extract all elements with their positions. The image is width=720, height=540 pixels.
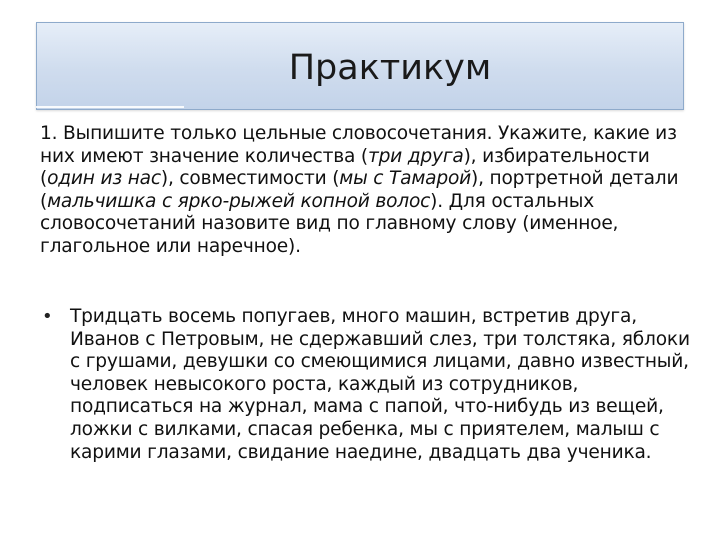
exercise-phrases: Тридцать восемь попугаев, много машин, встретив друга, Иванов с Петровым, не сдержавший слез, три толстяка, яблоки с грушами, девушки со смеющимися лицами, давно известный, человек невысокого роста, каждый из сотрудников, подписаться на журнал, мама с папой, что-нибудь из вещей, ложки с вилками, спасая ребенка, мы с приятелем, малыш с карими глазами, свидание наедине, двадцать два ученика. [70, 306, 690, 463]
task-text-part-1: 1. Выпишите только цельные словосочетания. Укажите, какие из них имеют значение количества ( [40, 123, 677, 167]
task-text-part-5: ). Для остальных словосочетаний назовите вид по главному слову (именное, глагольное или наречное). [40, 190, 619, 257]
example-selectivity: один из нас [47, 168, 161, 190]
task-text-part-3: ), совместимости ( [160, 168, 340, 190]
task-instructions [40, 123, 690, 259]
example-compatibility: мы с Тамарой [339, 168, 472, 190]
exercise-list [40, 306, 690, 464]
example-quantity: три друга [367, 145, 464, 167]
slide-title: Практикум [288, 48, 492, 88]
list-item [40, 306, 690, 464]
task-text-part-2: ), избирательности ( [40, 145, 650, 190]
task-text-part-4: ), портретной детали ( [40, 168, 679, 212]
example-portrait-detail: мальчишка с ярко-рыжей копной волос [47, 190, 431, 212]
bullet-icon: • [42, 306, 53, 327]
